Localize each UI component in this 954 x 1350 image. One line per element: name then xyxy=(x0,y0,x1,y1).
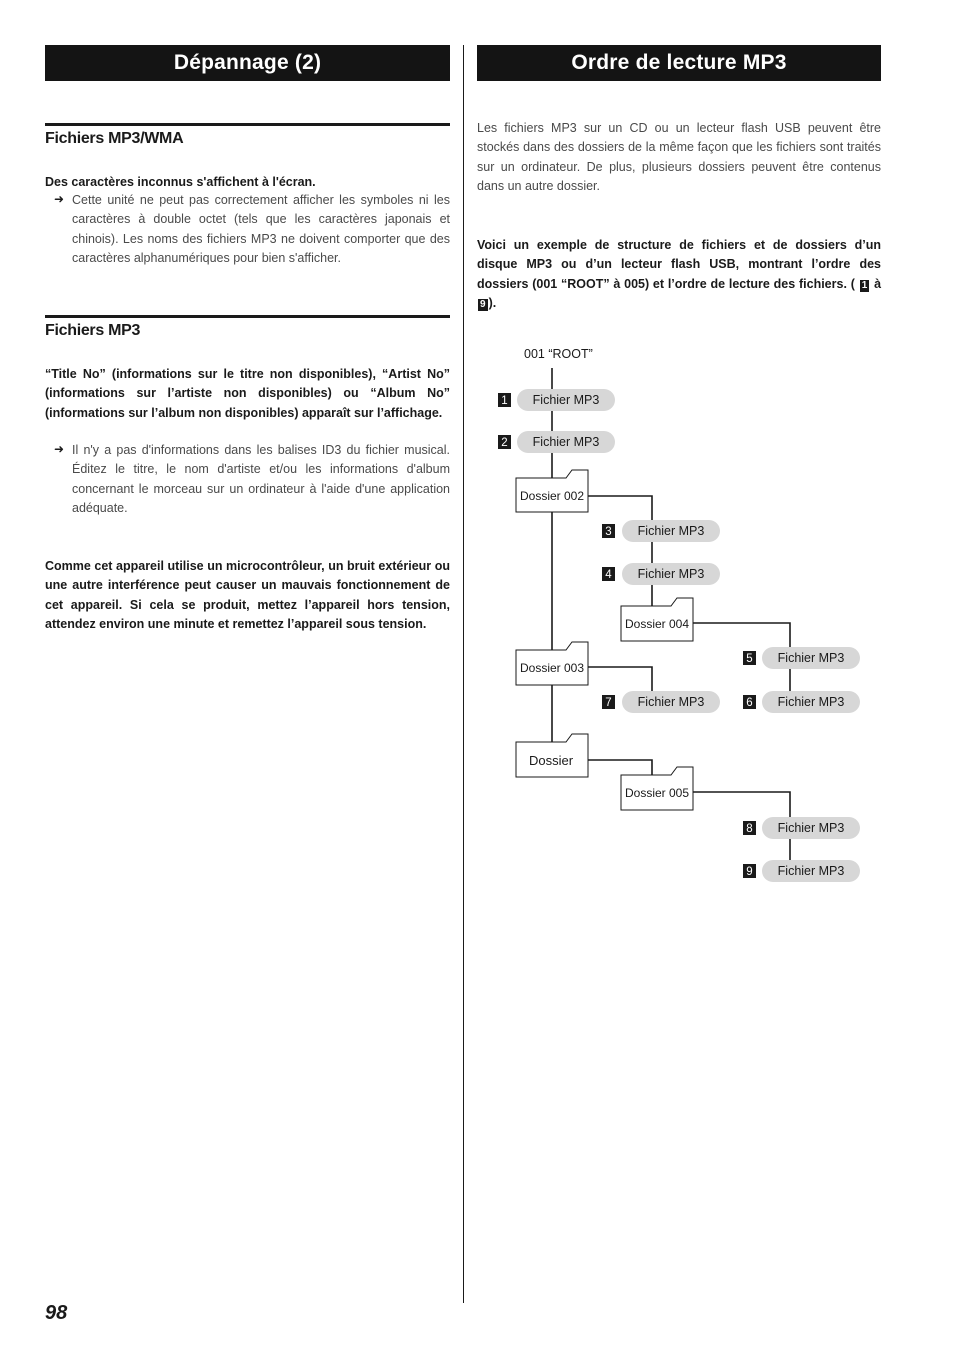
svg-text:5: 5 xyxy=(746,653,753,665)
svg-text:Fichier MP3: Fichier MP3 xyxy=(777,695,845,709)
number-badge xyxy=(602,695,615,709)
svg-text:Fichier MP3: Fichier MP3 xyxy=(777,821,845,835)
number-badge: 9 xyxy=(480,298,486,310)
number-badge xyxy=(743,864,756,878)
number-badge xyxy=(743,821,756,835)
svg-text:Dossier 005: Dossier 005 xyxy=(624,786,690,800)
file-pill xyxy=(762,691,860,713)
arrow-icon: ➜ xyxy=(54,192,65,206)
file-pill xyxy=(517,389,615,411)
svg-text:Fichier MP3: Fichier MP3 xyxy=(637,524,705,538)
svg-text:9: 9 xyxy=(746,866,753,878)
file-pill xyxy=(622,563,720,585)
number-badge xyxy=(743,651,756,665)
file-pill xyxy=(762,647,860,669)
svg-text:Fichier MP3: Fichier MP3 xyxy=(532,393,600,407)
svg-text:Fichier MP3: Fichier MP3 xyxy=(637,567,705,581)
microcontroller-note: Comme cet appareil utilise un microcontrôleur, un bruit extérieur ou une autre interférence peut causer un mauvais fonctionnement de cet appareil. Si cela se produit, mettez l’appareil hors tension, attendez environ une minute et remettez l’appareil sous tension. xyxy=(45,559,450,631)
folder-icon xyxy=(621,598,693,641)
folder-icon xyxy=(621,767,693,810)
root-label: 001 “ROOT” xyxy=(524,347,593,361)
number-badge xyxy=(743,695,756,709)
file-pill xyxy=(517,431,615,453)
file-pill xyxy=(622,520,720,542)
number-badge xyxy=(498,435,511,449)
svg-text:Dossier 002: Dossier 002 xyxy=(519,489,585,503)
svg-text:3: 3 xyxy=(605,526,612,538)
file-pill xyxy=(762,817,860,839)
issue-heading-unknown-chars: Des caractères inconnus s'affichent à l'écran. xyxy=(45,175,316,189)
svg-text:7: 7 xyxy=(605,697,612,709)
number-badge xyxy=(498,393,511,407)
number-badge xyxy=(602,567,615,581)
svg-text:Fichier MP3: Fichier MP3 xyxy=(532,435,600,449)
number-badge xyxy=(602,524,615,538)
number-badge: 1 xyxy=(861,279,868,291)
example-text: Voici un exemple de structure de fichiers et de dossiers d’un disque MP3 ou d’un lecteur flash USB, montrant l’ordre des dossiers (001 “ROOT” à 005) et l’ordre de lecture des fichiers. xyxy=(477,238,881,291)
svg-text:Fichier MP3: Fichier MP3 xyxy=(637,695,705,709)
file-pill xyxy=(762,860,860,882)
svg-text:Dossier 004: Dossier 004 xyxy=(624,617,690,631)
svg-text:1: 1 xyxy=(501,395,508,407)
page-number: 98 xyxy=(45,1302,68,1324)
svg-text:2: 2 xyxy=(501,437,508,449)
svg-text:6: 6 xyxy=(746,697,753,709)
example-range: ( 1 à 9 ). xyxy=(480,276,882,310)
left-banner: Dépannage (2) xyxy=(45,45,450,81)
right-banner: Ordre de lecture MP3 xyxy=(477,45,881,81)
issue-heading-no-info: “Title No” (informations sur le titre non disponibles), “Artist No” (informations sur l’artiste non disponibles) ou “Album No” (informations sur l’album non disponibles) apparaît sur l’affichage. xyxy=(45,367,450,420)
svg-text:8: 8 xyxy=(746,823,753,835)
issue-body-no-info: Il n'y a pas d'informations dans les balises ID3 du fichier musical. Éditez le titre, le nom d'artiste et/ou les informations d'album concernant le morceau sur un ordinateur à l'aide d'une application adéquate. xyxy=(72,443,450,515)
file-pill xyxy=(622,691,720,713)
intro-paragraph: Les fichiers MP3 sur un CD ou un lecteur flash USB peuvent être stockés dans des dossiers de la même façon que les fichiers sont traités sur un ordinateur. De plus, plusieurs dossiers peuvent être contenus dans un autre dossier. xyxy=(477,121,881,193)
arrow-icon: ➜ xyxy=(54,442,65,456)
svg-text:Fichier MP3: Fichier MP3 xyxy=(777,864,845,878)
svg-text:Fichier MP3: Fichier MP3 xyxy=(777,651,845,665)
section-title-mp3-wma: Fichiers MP3/WMA xyxy=(45,130,184,147)
svg-text:Dossier 003: Dossier 003 xyxy=(519,661,585,675)
issue-body-unknown-chars: Cette unité ne peut pas correctement afficher les symboles ni les caractères à double octet (tels que les caractères japonais et chinois). Les noms des fichiers MP3 ne doivent comporter que des caractères alphanumériques pour bien s'afficher. xyxy=(72,193,450,265)
section-title-mp3: Fichiers MP3 xyxy=(45,322,141,339)
svg-text:Dossier: Dossier xyxy=(528,753,574,768)
svg-text:4: 4 xyxy=(605,569,612,581)
